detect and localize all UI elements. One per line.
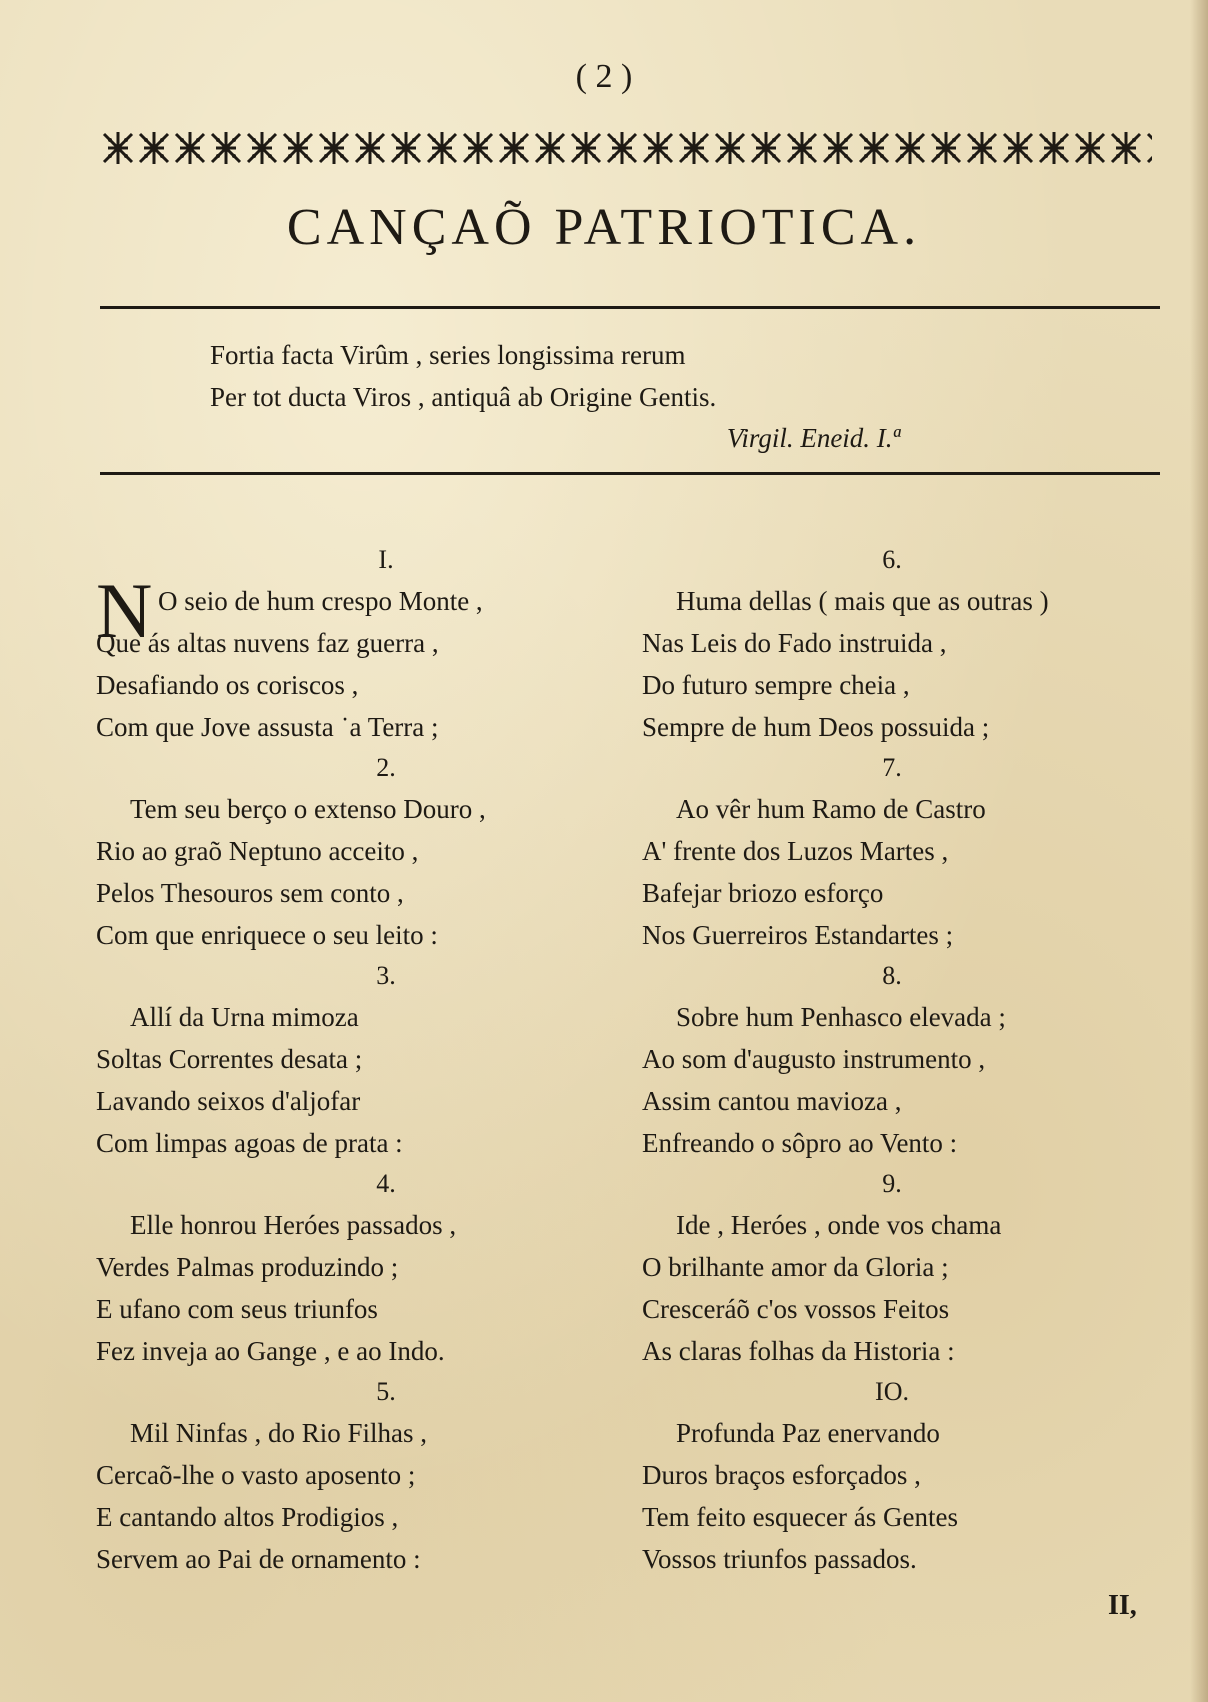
stanza bbox=[96, 1372, 656, 1580]
verse-line: Com que enriquece o seu leito : bbox=[96, 920, 438, 950]
verse-line: Cresceráõ c'os vossos Feitos bbox=[642, 1294, 950, 1324]
verse-line: As claras folhas da Historia : bbox=[642, 1336, 955, 1366]
verse-line: E cantando altos Prodigios , bbox=[96, 1502, 399, 1532]
page-title: CANÇAÕ PATRIOTICA. bbox=[286, 199, 922, 256]
stanza bbox=[96, 1164, 656, 1372]
stanza-number: 4. bbox=[376, 1169, 396, 1198]
ornamental-border bbox=[100, 128, 1152, 168]
verse-line: Elle honrou Heróes passados , bbox=[130, 1210, 457, 1240]
verse-line: Tem feito esquecer ás Gentes bbox=[642, 1502, 958, 1532]
verse-line: Huma dellas ( mais que as outras ) bbox=[676, 586, 1049, 616]
poem-column-left bbox=[96, 540, 656, 1580]
verse-line: Fez inveja ao Gange , e ao Indo. bbox=[96, 1336, 445, 1366]
stanza-number: 7. bbox=[882, 753, 902, 782]
stanza bbox=[642, 956, 1112, 1164]
verse-line: Sobre hum Penhasco elevada ; bbox=[676, 1002, 1006, 1032]
verse-line: Do futuro sempre cheia , bbox=[642, 670, 910, 700]
stanza bbox=[642, 540, 1112, 748]
verse-line: Que ás altas nuvens faz guerra , bbox=[96, 628, 439, 658]
divider-rule-top bbox=[100, 306, 1160, 309]
verse-line: Sempre de hum Deos possuida ; bbox=[642, 712, 990, 742]
verse-line: Verdes Palmas produzindo ; bbox=[96, 1252, 399, 1282]
poem-column-right bbox=[642, 540, 1112, 1580]
stanza-number: IO. bbox=[875, 1377, 909, 1406]
verse-line: O brilhante amor da Gloria ; bbox=[642, 1252, 949, 1282]
verse-line: Cercaõ-lhe o vasto aposento ; bbox=[96, 1460, 416, 1490]
verse-line: Vossos triunfos passados. bbox=[642, 1544, 917, 1574]
epigraph-line: Fortia facta Virûm , series longissima rerum bbox=[210, 340, 686, 370]
verse-line: Rio ao graõ Neptuno acceito , bbox=[96, 836, 419, 866]
verse-line: Nas Leis do Fado instruida , bbox=[642, 628, 947, 658]
verse-line: Ide , Heróes , onde vos chama bbox=[676, 1210, 1002, 1240]
stanza bbox=[96, 748, 656, 956]
verse-line: Ao vêr hum Ramo de Castro bbox=[676, 794, 986, 824]
catchword: II, bbox=[1108, 1590, 1137, 1621]
stanza bbox=[96, 956, 656, 1164]
verse-line: Ao som d'augusto instrumento , bbox=[642, 1044, 986, 1074]
verse-line: Duros braços esforçados , bbox=[642, 1460, 921, 1490]
verse-line: Tem seu berço o extenso Douro , bbox=[130, 794, 486, 824]
stanza-number: 9. bbox=[882, 1169, 902, 1198]
ornament-flourish-row bbox=[100, 128, 1152, 168]
verse-line: Lavando seixos d'aljofar bbox=[96, 1086, 361, 1116]
stanza bbox=[96, 540, 656, 748]
stanza bbox=[642, 1164, 1112, 1372]
epigraph-line: Per tot ducta Viros , antiquâ ab Origine Gentis. bbox=[210, 382, 717, 412]
verse-line: A' frente dos Luzos Martes , bbox=[642, 836, 949, 866]
divider-rule-bottom bbox=[100, 472, 1160, 475]
verse-line: Pelos Thesouros sem conto , bbox=[96, 878, 404, 908]
verse-text: O seio de hum crespo Monte , bbox=[158, 586, 483, 616]
verse-line: Servem ao Pai de ornamento : bbox=[96, 1544, 421, 1574]
verse-line: Com limpas agoas de prata : bbox=[96, 1128, 403, 1158]
page-number: ( 2 ) bbox=[575, 58, 633, 95]
verse-line: Enfreando o sôpro ao Vento : bbox=[642, 1128, 958, 1158]
stanza-number: 5. bbox=[376, 1377, 396, 1406]
stanza bbox=[642, 1372, 1112, 1580]
stanza-number: 2. bbox=[376, 753, 396, 782]
stanza-number: 6. bbox=[882, 545, 902, 574]
verse-line: Mil Ninfas , do Rio Filhas , bbox=[130, 1418, 428, 1448]
verse-line: Desafiando os coriscos , bbox=[96, 670, 359, 700]
verse-line: Bafejar briozo esforço bbox=[642, 878, 884, 908]
verse-line: Soltas Correntes desata ; bbox=[96, 1044, 363, 1074]
epigraph-attribution: Virgil. Eneid. I.ª bbox=[726, 423, 900, 453]
stanza-number: I. bbox=[378, 545, 394, 574]
drop-cap: N bbox=[96, 567, 149, 654]
verse-line: Nos Guerreiros Estandartes ; bbox=[642, 920, 954, 950]
stanza bbox=[642, 748, 1112, 956]
verse-line: Allí da Urna mimoza bbox=[130, 1002, 359, 1032]
verse-line: Profunda Paz enervando bbox=[676, 1418, 940, 1448]
stanza-number: 8. bbox=[882, 961, 902, 990]
stanza-number: 3. bbox=[376, 961, 396, 990]
epigraph bbox=[210, 334, 910, 458]
verse-line: E ufano com seus triunfos bbox=[96, 1294, 378, 1324]
verse-line: Com que Jove assusta ˙a Terra ; bbox=[96, 712, 439, 742]
verse-line: Assim cantou mavioza , bbox=[642, 1086, 902, 1116]
